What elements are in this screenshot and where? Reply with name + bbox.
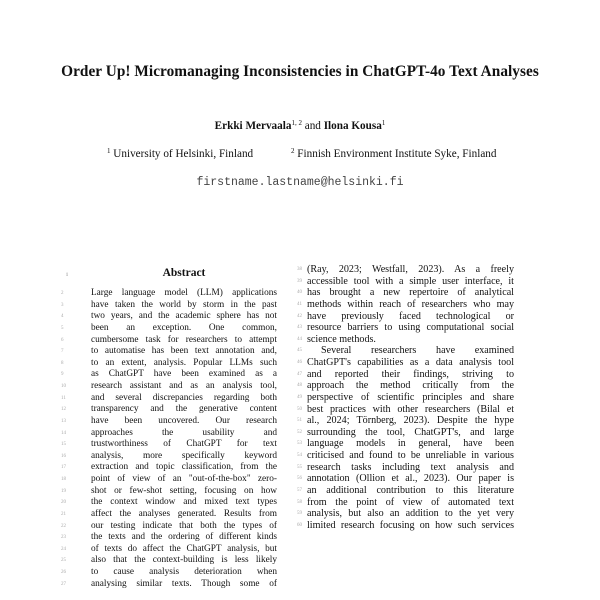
text-line — [297, 391, 514, 404]
body-column — [297, 264, 514, 531]
text-line — [297, 461, 514, 474]
line-text: resource barriers to using computational social — [307, 322, 514, 334]
line-text: al., 2024; Törnberg, 2023). Despite the hype — [307, 415, 514, 427]
text-line — [297, 484, 514, 497]
line-number: 20 — [61, 500, 66, 506]
line-number: 60 — [297, 522, 302, 528]
text-line — [61, 346, 277, 358]
abstract-body — [61, 288, 277, 590]
line-text: (Ray, 2023; Westfall, 2023). As a freely — [307, 264, 514, 275]
line-number: 50 — [297, 406, 302, 412]
line-number: 55 — [297, 464, 302, 470]
line-text: and several discrepancies regarding both — [91, 392, 277, 403]
line-number: 48 — [297, 383, 302, 389]
line-text: analysis, more specifically keyword — [91, 450, 277, 461]
text-line — [61, 427, 277, 440]
line-text: criticised and found to be unreliable in various — [307, 450, 514, 461]
abstract-heading — [65, 264, 277, 282]
affiliation-number: 1 — [107, 147, 111, 155]
text-line — [61, 462, 277, 474]
text-line — [297, 264, 514, 276]
line-number: 18 — [61, 477, 66, 482]
text-line — [61, 485, 277, 498]
line-number: 10 — [61, 384, 66, 389]
text-line — [297, 322, 514, 334]
line-number: 9 — [61, 372, 64, 378]
line-number: 13 — [61, 418, 66, 424]
line-text: approach the method critically from the — [307, 380, 514, 392]
line-number: 16 — [61, 453, 66, 459]
line-number: 8 — [61, 360, 64, 366]
author-connector: and — [304, 120, 321, 132]
line-number: 53 — [297, 441, 302, 447]
text-line — [61, 369, 277, 381]
line-text: transparency and the generative content — [91, 404, 277, 415]
line-number: 12 — [61, 407, 66, 413]
line-text: best practices with other researchers (Bilal et — [307, 403, 514, 415]
body-text — [297, 264, 514, 531]
text-line — [61, 567, 277, 579]
line-text: research tasks including text analysis and — [307, 461, 514, 473]
line-number: 7 — [61, 349, 64, 355]
text-line — [61, 322, 277, 335]
affiliation — [107, 148, 253, 160]
text-line — [297, 519, 514, 532]
line-text: affect the analyses generated. Results from — [91, 508, 277, 519]
affiliation-text: Finnish Environment Institute Syke, Finland — [297, 148, 497, 160]
line-number: 57 — [297, 487, 302, 493]
line-number: 21 — [61, 511, 66, 517]
line-text: the context window and mixed text types — [91, 497, 277, 508]
text-line — [297, 508, 514, 520]
author-affiliation-mark: 1 — [381, 119, 386, 127]
line-text: Large language model (LLM) applications — [91, 288, 277, 298]
line-number: 14 — [61, 430, 66, 436]
text-line — [297, 357, 514, 369]
line-text: two years, and the academic sphere has not — [91, 311, 277, 322]
line-text: to cause analysis deterioration when — [91, 567, 277, 577]
line-text: science methods. — [307, 333, 376, 345]
line-number: 47 — [297, 371, 302, 377]
line-number: 4 — [61, 314, 64, 320]
text-line — [61, 439, 277, 451]
author-line — [0, 120, 600, 132]
line-number: 25 — [61, 558, 66, 564]
text-line — [61, 497, 277, 509]
line-number: 39 — [297, 278, 302, 284]
line-number: 26 — [61, 570, 66, 575]
affiliation-text: University of Helsinki, Finland — [113, 148, 254, 160]
line-number: 22 — [61, 523, 66, 529]
line-text: have been uncovered. Our research — [91, 415, 277, 426]
text-line — [61, 532, 277, 544]
text-line — [297, 380, 514, 392]
text-line — [297, 450, 514, 462]
line-text: of texts do affect the ChatGPT analysis, but — [91, 543, 277, 554]
line-text: and reported their findings, striving to — [307, 368, 514, 380]
line-text: as ChatGPT have been examined as a — [91, 369, 277, 380]
line-number: 3 — [61, 302, 64, 308]
line-number: 5 — [61, 325, 64, 331]
line-number: 19 — [61, 488, 66, 494]
author-name: Erkki Mervaala — [214, 120, 292, 132]
line-number: 56 — [297, 476, 302, 482]
text-line — [61, 520, 277, 533]
line-text: limited research focusing on how such services — [307, 519, 514, 531]
paper-title: Order Up! Micromanaging Inconsistencies in ChatGPT-4o Text Analyses — [61, 63, 539, 80]
line-text: accessible tool with a simple user interface, it — [307, 275, 514, 287]
text-line — [61, 508, 277, 521]
text-line — [297, 426, 514, 439]
line-text: point of view of an "out-of-the-box" zero- — [91, 474, 277, 484]
line-text: methods within reach of researchers who may — [307, 298, 514, 310]
text-line — [297, 438, 514, 450]
line-number: 17 — [61, 465, 66, 471]
line-number: 1 — [65, 273, 69, 278]
line-text: has brought a new repertoire of analytical — [307, 287, 514, 299]
line-text: from the point of view of automated text — [307, 496, 514, 508]
line-text: perspective of scientific principles and share — [307, 391, 514, 403]
line-text: have taken the world by storm in the past — [91, 299, 277, 310]
line-number: 43 — [297, 325, 302, 331]
line-text: cumbersome task for researchers to attempt — [91, 334, 277, 345]
line-number: 23 — [61, 535, 66, 541]
text-line — [297, 333, 514, 346]
text-line — [297, 345, 514, 357]
abstract-heading-text: Abstract — [162, 267, 206, 279]
text-line — [61, 404, 277, 416]
line-number: 24 — [61, 546, 66, 552]
text-line — [61, 543, 277, 556]
text-line — [297, 403, 514, 416]
text-line — [297, 415, 514, 427]
line-number: 11 — [61, 395, 66, 401]
line-number: 49 — [297, 394, 302, 400]
line-text: Several researchers have examined — [321, 345, 514, 357]
author-affiliation-mark: 1, 2 — [291, 119, 302, 127]
text-line — [61, 288, 277, 300]
text-line — [61, 334, 277, 347]
line-text: analysing similar texts. Though some of — [91, 578, 277, 589]
text-line — [297, 275, 514, 288]
line-text: to automatise has been text annotation and, — [91, 346, 277, 357]
line-number: 44 — [297, 336, 302, 342]
line-number: 15 — [61, 442, 66, 448]
line-text: surrounding the tool, ChatGPT's, and large — [307, 426, 514, 438]
line-number: 59 — [297, 511, 302, 517]
text-line — [297, 473, 514, 485]
text-line — [297, 298, 514, 311]
line-number: 27 — [61, 581, 66, 587]
text-line — [61, 392, 277, 405]
line-number: 51 — [297, 418, 302, 424]
line-text: an additional contribution to this literature — [307, 484, 514, 496]
text-line — [61, 381, 277, 393]
text-line — [61, 299, 277, 312]
line-text: analysis, but also an addition to the yet very — [307, 508, 514, 520]
line-text: annotation (Ollion et al., 2023). Our paper is — [307, 473, 514, 485]
line-number: 6 — [61, 337, 64, 343]
author-name: Ilona Kousa — [323, 120, 382, 132]
line-text: the texts and the ordering of different kinds — [91, 532, 277, 543]
line-number: 42 — [297, 313, 302, 319]
contact-email: firstname.lastname@helsinki.fi — [196, 176, 404, 189]
text-line — [61, 357, 277, 370]
line-text: extraction and topic classification, from the — [91, 462, 277, 473]
line-text: to an extent, analysis. Popular LLMs such — [91, 357, 277, 368]
line-number: 52 — [297, 429, 302, 435]
text-line — [61, 311, 277, 323]
line-number: 45 — [297, 348, 302, 354]
line-number: 46 — [297, 360, 302, 365]
line-number: 40 — [297, 290, 302, 296]
line-number: 54 — [297, 453, 302, 458]
line-text: also that the context-building is less likely — [91, 555, 277, 566]
line-number: 2 — [61, 291, 64, 296]
text-line — [61, 555, 277, 567]
text-line — [297, 310, 514, 323]
line-text: language models in general, have been — [307, 438, 514, 450]
affiliation — [291, 148, 497, 160]
affiliation-number: 2 — [291, 147, 295, 155]
text-line — [61, 450, 277, 463]
line-text: been an exception. One common, — [91, 322, 277, 333]
line-text: approaches the usability and — [91, 427, 277, 438]
line-number: 41 — [297, 301, 302, 307]
text-line — [61, 578, 277, 591]
text-line — [297, 368, 514, 381]
line-text: trustworthiness of ChatGPT for text — [91, 439, 277, 450]
line-text: ChatGPT's capabilities as a data analysis tool — [307, 357, 514, 368]
line-text: our testing indicate that both the types of — [91, 520, 277, 531]
text-line — [297, 496, 514, 509]
text-line — [61, 415, 277, 428]
abstract-column — [61, 264, 277, 590]
line-text: have previously faced technological or — [307, 310, 514, 322]
line-text: research assistant and as an analysis tool, — [91, 381, 277, 391]
text-line — [61, 474, 277, 486]
line-number: 38 — [297, 267, 302, 272]
line-number: 58 — [297, 499, 302, 505]
text-line — [297, 287, 514, 299]
line-text: shot or few-shot setting, focusing on how — [91, 485, 277, 496]
